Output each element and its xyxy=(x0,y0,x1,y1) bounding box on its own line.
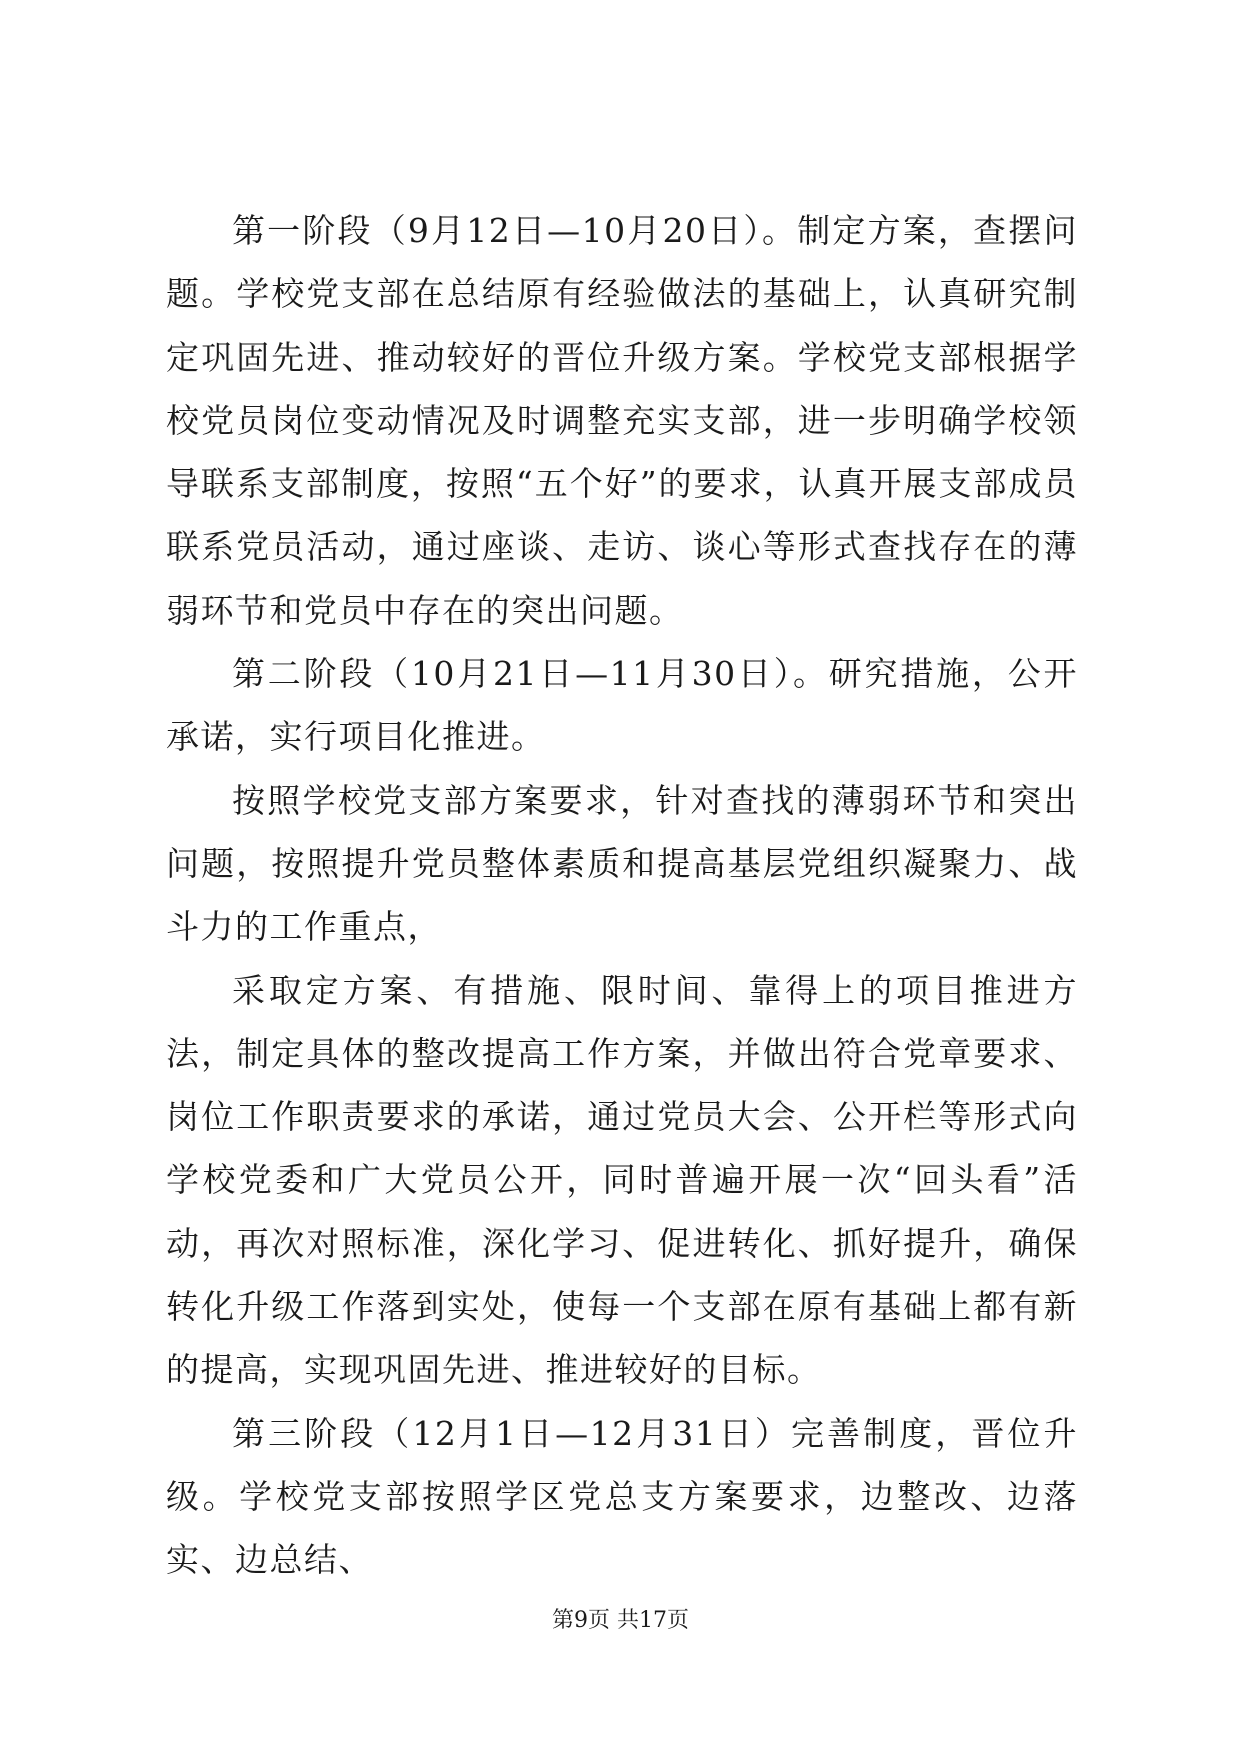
paragraph-methods: 采取定方案、有措施、限时间、靠得上的项目推进方法，制定具体的整改提高工作方案，并做出符合党章要求、岗位工作职责要求的承诺，通过党员大会、公开栏等形式向学校党委和广大党员公开，同时普遍开展一次“回头看”活动，再次对照标准，深化学习、促进转化、抓好提升，确保转化升级工作落到实处，使每一个支部在原有基础上都有新的提高，实现巩固先进、推进较好的目标。 xyxy=(166,970,1078,1390)
page-number-footer: 第9页 共17页 xyxy=(552,1608,689,1633)
paragraph-stage-two: 第二阶段（10月21日—11月30日）。研究措施，公开承诺，实行项目化推进。 xyxy=(166,654,1078,757)
paragraph-stage-one: 第一阶段（9月12日—10月20日）。制定方案，查摆问题。学校党支部在总结原有经验做法的基础上，认真研究制定巩固先进、推动较好的晋位升级方案。学校党支部根据学校党员岗位变动情况及时调整充实支部，进一步明确学校领导联系支部制度，按照“五个好”的要求，认真开展支部成员联系党员活动，通过座谈、走访、谈心等形式查找存在的薄弱环节和党员中存在的突出问题。 xyxy=(166,211,1078,630)
document-body xyxy=(166,199,1078,1592)
paragraph-stage-three: 第三阶段（12月1日—12月31日）完善制度，晋位升级。学校党支部按照学区党总支方案要求，边整改、边落实、边总结、 xyxy=(166,1413,1078,1580)
paragraph-requirements: 按照学校党支部方案要求，针对查找的薄弱环节和突出问题，按照提升党员整体素质和提高基层党组织凝聚力、战斗力的工作重点， xyxy=(166,780,1078,947)
